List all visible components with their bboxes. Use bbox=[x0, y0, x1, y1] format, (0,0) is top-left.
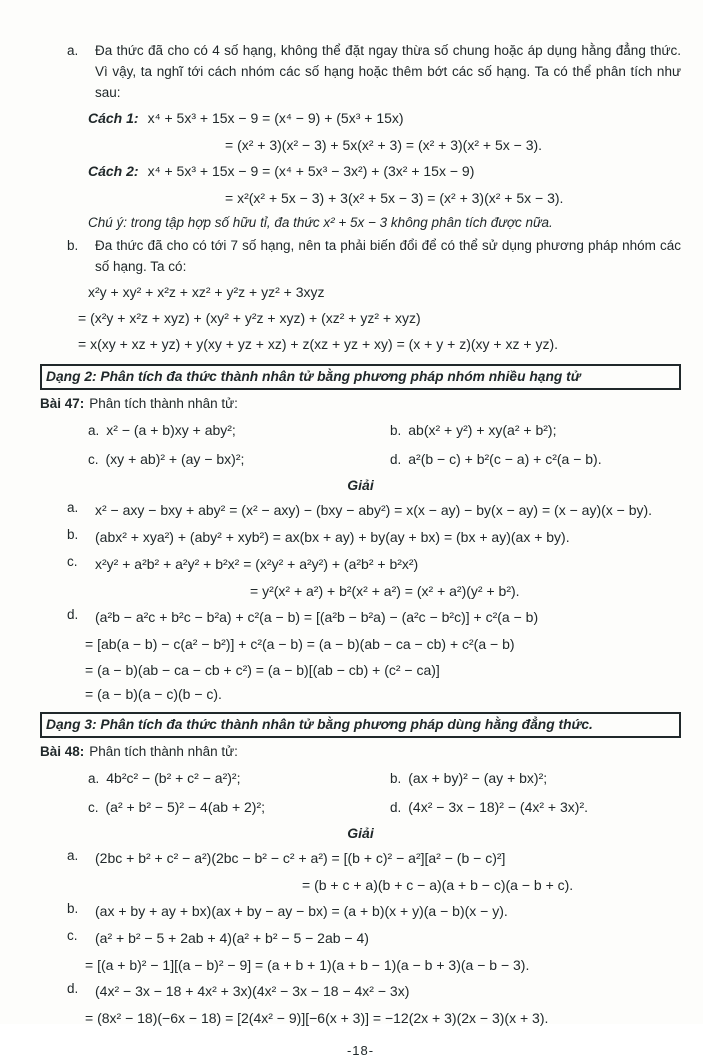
cach1-equation: x⁴ + 5x³ + 15x − 9 = (x⁴ − 9) + (5x³ + 15x) bbox=[147, 110, 404, 126]
cach2-line bbox=[88, 158, 681, 185]
problem-48d-marker: d. bbox=[390, 800, 402, 815]
solution-48d-line-1: (4x² − 3x − 18 + 4x² + 3x)(4x² − 3x − 18 − 4x² − 3x) bbox=[95, 983, 410, 999]
solution-48c-line-2: = [(a + b)² − 1][(a − b)² − 9] = (a + b + 1)(a + b − 1)(a − b + 3)(a − b − 3). bbox=[85, 957, 530, 973]
solution-48d-line-2: = (8x² − 18)(−6x − 18) = [2(4x² − 9)][−6(x + 3)] = −12(2x + 3)(2x − 3)(x + 3). bbox=[85, 1010, 549, 1026]
cach2-continuation: = x²(x² + 5x − 3) + 3(x² + 5x − 3) = (x² + 3)(x² + 5x − 3). bbox=[225, 190, 564, 206]
solution-48d bbox=[67, 978, 681, 1005]
solution-47d-line-4: = (a − b)(a − c)(b − c). bbox=[85, 686, 222, 702]
solution-47a-marker: a. bbox=[67, 500, 79, 515]
note-chu-y: Chú ý: trong tập hợp số hữu tỉ, đa thức x² + 5x − 3 không phân tích được nữa. bbox=[88, 215, 553, 230]
cach1-line bbox=[88, 105, 681, 132]
exercise-47-label: Bài 47: bbox=[40, 396, 85, 411]
problem-47b-marker: b. bbox=[390, 423, 402, 438]
problem-48a-text: 4b²c² − (b² + c² − a²)²; bbox=[106, 770, 241, 786]
problem-47b-text: ab(x² + y²) + xy(a² + b²); bbox=[408, 422, 557, 438]
solution-47c bbox=[67, 551, 681, 578]
cach2-equation: x⁴ + 5x³ + 15x − 9 = (x⁴ + 5x³ − 3x²) + (3x² + 15x − 9) bbox=[147, 163, 475, 179]
problem-47c-marker: c. bbox=[88, 452, 99, 467]
exercise-47-problems-row-2 bbox=[40, 445, 681, 474]
cach1-label: Cách 1: bbox=[88, 110, 139, 126]
exercise-48-problems-row-1 bbox=[40, 764, 681, 793]
solution-48c-line-1: (a² + b² − 5 + 2ab + 4)(a² + b² − 5 − 2ab − 4) bbox=[95, 930, 369, 946]
exercise-48-title: Phân tích thành nhân tử: bbox=[89, 744, 238, 759]
problem-48c-marker: c. bbox=[88, 800, 99, 815]
problem-48a bbox=[88, 764, 390, 793]
problem-48d-text: (4x² − 3x − 18)² − (4x² + 3x)². bbox=[408, 799, 588, 815]
problem-48a-marker: a. bbox=[88, 771, 100, 786]
exercise-48-label: Bài 48: bbox=[40, 744, 85, 759]
solution-47a bbox=[67, 497, 681, 524]
item-b-equation-1: x²y + xy² + x²z + xz² + y²z + yz² + 3xyz bbox=[88, 284, 325, 300]
list-marker-b: b. bbox=[67, 238, 79, 253]
problem-47c bbox=[88, 445, 390, 474]
paragraph-item-a bbox=[67, 40, 681, 103]
solution-47c-line-1: x²y² + a²b² + a²y² + b²x² = (x²y² + a²y²) + (a²b² + b²x²) bbox=[95, 556, 419, 572]
solution-47d bbox=[67, 604, 681, 631]
paragraph-b-text: Đa thức đã cho có tới 7 số hạng, nên ta phải biến đổi để có thể sử dụng phương pháp nhóm các số hạng. Ta có: bbox=[95, 238, 681, 274]
exercise-47-problems-row-1 bbox=[40, 416, 681, 445]
solution-48a bbox=[67, 845, 681, 872]
solution-47c-marker: c. bbox=[67, 554, 78, 569]
solution-48c-marker: c. bbox=[67, 928, 78, 943]
solution-48b-marker: b. bbox=[67, 901, 79, 916]
problem-47d-text: a²(b − c) + b²(c − a) + c²(a − b). bbox=[408, 451, 602, 467]
solution-47b-line-1: (abx² + xya²) + (aby² + xyb²) = ax(bx + ay) + by(ay + bx) = (bx + ay)(ax + by). bbox=[95, 529, 570, 545]
problem-48d bbox=[390, 793, 681, 822]
problem-48b bbox=[390, 764, 681, 793]
solution-48a-line-1: (2bc + b² + c² − a²)(2bc − b² − c² + a²) = [(b + c)² − a²][a² − (b − c)²] bbox=[95, 850, 506, 866]
problem-48b-marker: b. bbox=[390, 771, 402, 786]
solution-47d-marker: d. bbox=[67, 607, 79, 622]
exercise-47-title: Phân tích thành nhân tử: bbox=[89, 396, 238, 411]
solution-48c bbox=[67, 925, 681, 952]
solution-heading-48: Giải bbox=[347, 825, 374, 841]
list-marker-a: a. bbox=[67, 43, 79, 58]
solution-47d-line-3: = (a − b)(ab − ca − cb + c²) = (a − b)[(ab − cb) + (c² − ca)] bbox=[85, 662, 440, 678]
problem-47a bbox=[88, 416, 390, 445]
problem-47b bbox=[390, 416, 681, 445]
solution-47a-line-1: x² − axy − bxy + aby² = (x² − axy) − (bxy − aby²) = x(x − ay) − by(x − ay) = (x − ay)(x − by). bbox=[95, 502, 653, 518]
exercise-48-heading bbox=[40, 741, 681, 762]
solution-47c-line-2: = y²(x² + a²) + b²(x² + a²) = (x² + a²)(y² + b²). bbox=[250, 583, 520, 599]
item-b-equation-2: = (x²y + x²z + xyz) + (xy² + y²z + xyz) + (xz² + yz² + xyz) bbox=[78, 310, 421, 326]
solution-47b bbox=[67, 524, 681, 551]
section-header-dang-3: Dạng 3: Phân tích đa thức thành nhân tử bằng phương pháp dùng hằng đẳng thức. bbox=[40, 712, 681, 738]
problem-48b-text: (ax + by)² − (ay + bx)²; bbox=[408, 770, 548, 786]
problem-48c-text: (a² + b² − 5)² − 4(ab + 2)²; bbox=[105, 799, 266, 815]
solution-48a-marker: a. bbox=[67, 848, 79, 863]
cach2-label: Cách 2: bbox=[88, 163, 139, 179]
problem-47a-text: x² − (a + b)xy + aby²; bbox=[106, 422, 236, 438]
solution-heading-47: Giải bbox=[347, 477, 374, 493]
paragraph-a-text: Đa thức đã cho có 4 số hạng, không thể đặt ngay thừa số chung hoặc áp dụng hằng đẳng thức. Vì vậy, ta nghĩ tới cách nhóm các số hạng hoặc thêm bớt các số hạng. Ta có thể phân tích như sau: bbox=[95, 43, 681, 100]
exercise-48-problems-row-2 bbox=[40, 793, 681, 822]
solution-48b-line-1: (ax + by + ay + bx)(ax + by − ay − bx) = (a + b)(x + y)(a − b)(x − y). bbox=[95, 903, 508, 919]
section-header-dang-2: Dạng 2: Phân tích đa thức thành nhân tử bằng phương pháp nhóm nhiều hạng tử bbox=[40, 364, 681, 390]
solution-47d-line-1: (a²b − a²c + b²c − b²a) + c²(a − b) = [(a²b − b²a) − (a²c − b²c)] + c²(a − b) bbox=[95, 609, 539, 625]
solution-48a-line-2: = (b + c + a)(b + c − a)(a + b − c)(a − b + c). bbox=[302, 877, 574, 893]
solution-48b bbox=[67, 898, 681, 925]
problem-47c-text: (xy + ab)² + (ay − bx)²; bbox=[105, 451, 245, 467]
page-number: -18- bbox=[346, 1043, 375, 1058]
problem-47d-marker: d. bbox=[390, 452, 402, 467]
exercise-47-heading bbox=[40, 393, 681, 414]
cach1-continuation: = (x² + 3)(x² − 3) + 5x(x² + 3) = (x² + 3)(x² + 5x − 3). bbox=[225, 137, 543, 153]
problem-47a-marker: a. bbox=[88, 423, 100, 438]
solution-47b-marker: b. bbox=[67, 527, 79, 542]
problem-48c bbox=[88, 793, 390, 822]
solution-48d-marker: d. bbox=[67, 981, 79, 996]
item-b-equation-3: = x(xy + xz + yz) + y(xy + yz + xz) + z(xz + yz + xy) = (x + y + z)(xy + xz + yz). bbox=[78, 336, 558, 352]
solution-47d-line-2: = [ab(a − b) − c(a² − b²)] + c²(a − b) = (a − b)(ab − ca − cb) + c²(a − b) bbox=[85, 636, 515, 652]
paragraph-item-b bbox=[67, 235, 681, 277]
problem-47d bbox=[390, 445, 681, 474]
